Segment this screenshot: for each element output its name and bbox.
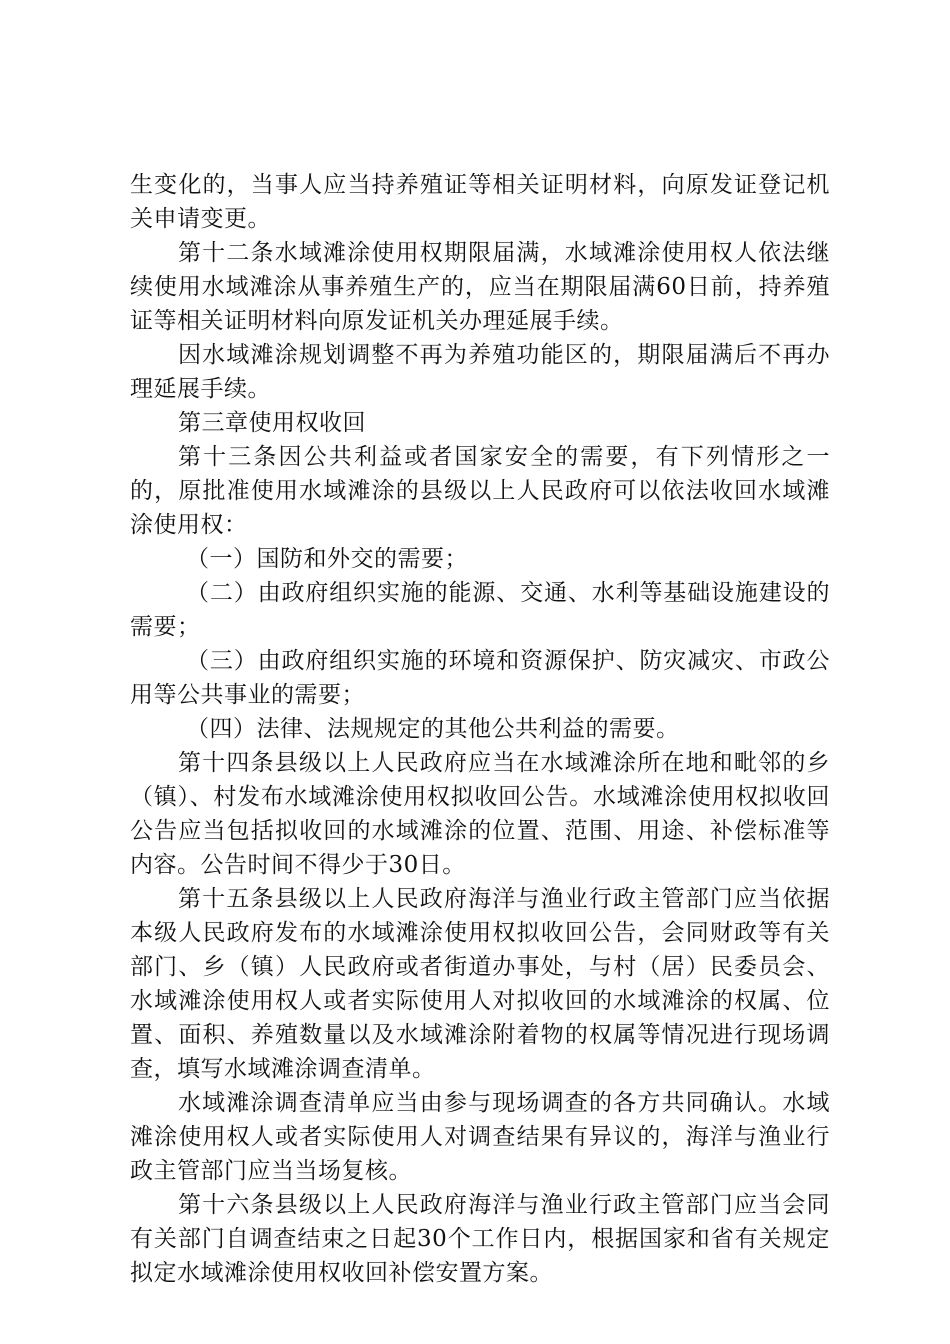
article-16: 第十六条县级以上人民政府海洋与渔业行政主管部门应当会同有关部门自调查结束之日起30个工作日内，根据国家和省有关规定拟定水域滩涂使用权收回补偿安置方案。 [130,1192,830,1286]
paragraph-continuation: 生变化的，当事人应当持养殖证等相关证明材料，向原发证登记机关申请变更。 [130,172,830,232]
article-12-note: 因水域滩涂规划调整不再为养殖功能区的，期限届满后不再办理延展手续。 [130,342,830,402]
article-12: 第十二条水域滩涂使用权期限届满，水域滩涂使用权人依法继续使用水域滩涂从事养殖生产的，应当在期限届满60日前，持养殖证等相关证明材料向原发证机关办理延展手续。 [130,240,830,334]
document-body [130,168,830,1290]
article-13-item-3: （三）由政府组织实施的环境和资源保护、防灾减灾、市政公用等公共事业的需要； [130,648,830,708]
article-13-item-2: （二）由政府组织实施的能源、交通、水利等基础设施建设的需要； [130,580,830,640]
article-13-item-1: （一）国防和外交的需要； [186,546,468,572]
chapter-3-heading: 第三章使用权收回 [178,410,366,436]
article-15: 第十五条县级以上人民政府海洋与渔业行政主管部门应当依据本级人民政府发布的水域滩涂使用权拟收回公告，会同财政等有关部门、乡（镇）人民政府或者街道办事处，与村（居）民委员会、水域滩涂使用权人或者实际使用人对拟收回的水域滩涂的权属、位置、面积、养殖数量以及水域滩涂附着物的权属等情况进行现场调查，填写水域滩涂调查清单。 [130,886,830,1082]
article-13-item-4: （四）法律、法规规定的其他公共利益的需要。 [186,716,680,742]
article-15-note: 水域滩涂调查清单应当由参与现场调查的各方共同确认。水域滩涂使用权人或者实际使用人对调查结果有异议的，海洋与渔业行政主管部门应当当场复核。 [130,1090,830,1184]
article-14: 第十四条县级以上人民政府应当在水域滩涂所在地和毗邻的乡（镇）、村发布水域滩涂使用权拟收回公告。水域滩涂使用权拟收回公告应当包括拟收回的水域滩涂的位置、范围、用途、补偿标准等内容。公告时间不得少于30日。 [130,750,830,878]
article-13: 第十三条因公共利益或者国家安全的需要，有下列情形之一的，原批准使用水域滩涂的县级以上人民政府可以依法收回水域滩涂使用权： [130,444,830,538]
